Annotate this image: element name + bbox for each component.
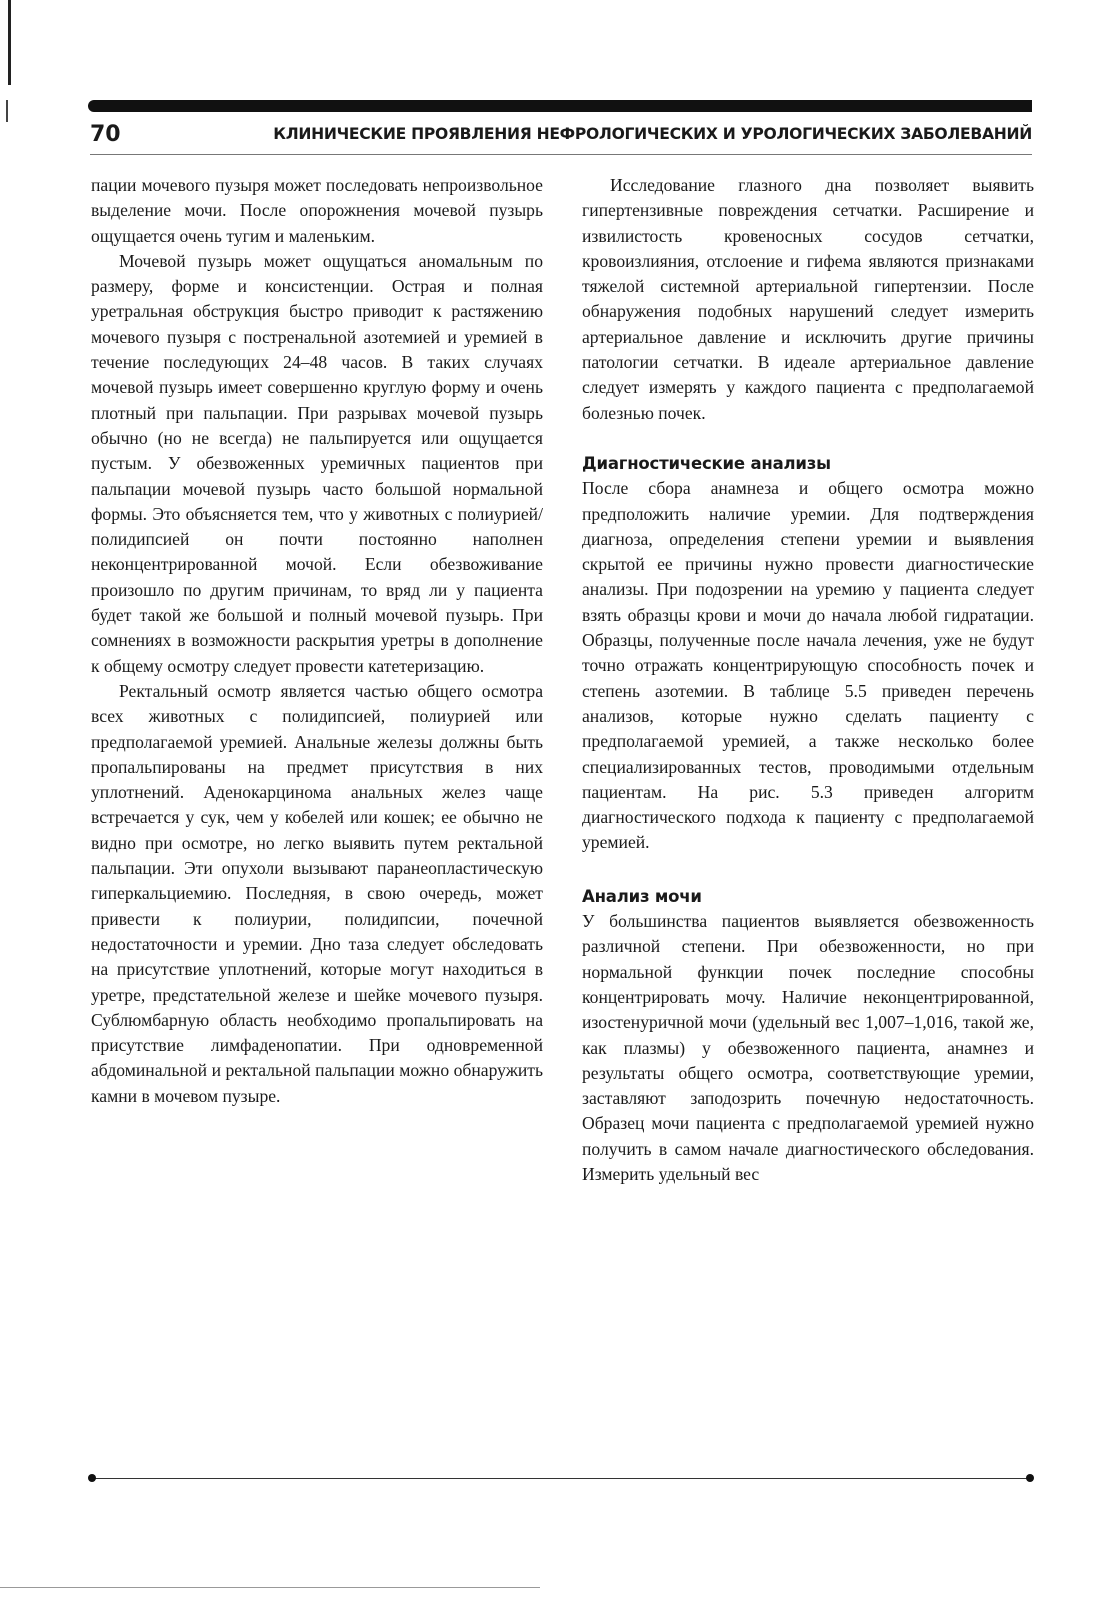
running-header: [90, 118, 1032, 150]
section-heading-diagnostics: Диагностические анализы: [582, 453, 831, 473]
footer-rule: [90, 1478, 1030, 1479]
paragraph: Ректальный осмотр является частью общего осмотра всех животных с полидипсией, полиурией или предполагаемой уремией. Анальные железы должны быть пропальпированы на предмет присутствия в них уплотнений. Аденокарцинома анальных желез чаще встречается у сук, чем у кобелей или кошек; ее обычно не видно при осмотре, но легко выявить путем ректальной пальпации. Эти опухоли вызывают паранеопластическую гиперкальциемию. Последняя, в свою очередь, может привести к полиурии, полидипсии, почечной недостаточности и уремии. Дно таза следует обследовать на присутствие уплотнений, которые могут находиться в уретре, предстательной железе и шейке мочевого пузыря. Сублюмбарную область необходимо пропальпировать на присутствие лимфаденопатии. При одновременной абдоминальной и ректальной пальпации можно обнаружить камни в мочевом пузыре.: [91, 680, 543, 1106]
right-column: [582, 173, 1034, 1187]
scan-edge-mark: [6, 100, 8, 122]
footer-rule-dot: [1026, 1474, 1034, 1482]
left-column: [91, 173, 543, 1109]
scan-edge-line: [0, 1587, 540, 1588]
header-top-rule: [88, 100, 1032, 112]
section-heading-urinalysis: Анализ мочи: [582, 886, 702, 906]
page-number: 70: [90, 121, 121, 147]
footer-rule-dot: [88, 1474, 96, 1482]
paragraph: У большинства пациентов выявляется обезвоженность различной степени. При обезвоженности, но при нормальной функции почек последние способны концентрировать мочу. Наличие неконцентрированной, изостенуричной мочи (удельный вес 1,007–1,016, такой же, как плазмы) у обезвоженного пациента, анамнез и результаты общего осмотра, соответствующие уремии, заставляют заподозрить почечную недостаточность. Образец мочи пациента с предполагаемой уремией нужно получить в самом начале диагностического обследования. Измерить удельный вес: [582, 911, 1034, 1184]
paragraph: Мочевой пузырь может ощущаться аномальным по размеру, форме и консистенции. Острая и полная уретральная обструкция быстро приводит к растяжению мочевого пузыря с постренальной азотемией и уремией в течение последующих 24–48 часов. В таких случаях мочевой пузырь имеет совершенно круглую форму и очень плотный при пальпации. При разрывах мочевой пузырь обычно (но не всегда) не пальпируется или ощущается пустым. У обезвоженных уремичных пациентов при пальпации мочевой пузырь часто большой нормальной формы. Это объясняется тем, что у животных с полиурией/полидипсией он почти постоянно наполнен неконцентрированной мочой. Если обезвоживание произошло по другим причинам, то вряд ли у пациента будет такой же большой и полный мочевой пузырь. При сомнениях в возможности раскрытия уретры в дополнение к общему осмотру следует провести катетеризацию.: [91, 250, 543, 676]
paragraph: После сбора анамнеза и общего осмотра можно предположить наличие уремии. Для подтверждения диагноза, определения степени уремии и выявления скрытой ее причины нужно провести диагностические анализы. При подозрении на уремию у пациента следует взять образцы крови и мочи до начала любой гидратации. Образцы, полученные после начала лечения, уже не будут точно отражать концентрирующую способность почек и степень азотемии. В таблице 5.5 приведен перечень анализов, которые нужно сделать пациенту с предполагаемой уремией, а также несколько более специализированных тестов, проводимыми отдельным пациентам. На рис. 5.3 приведен алгоритм диагностического подхода к пациенту с предполагаемой уремией.: [582, 478, 1034, 853]
header-divider: [90, 154, 1032, 155]
paragraph: пации мочевого пузыря может последовать непроизвольное выделение мочи. После опорожнения мочевой пузырь ощущается очень тугим и маленьким.: [91, 175, 543, 246]
scan-edge-mark: [8, 0, 11, 85]
chapter-title: КЛИНИЧЕСКИЕ ПРОЯВЛЕНИЯ НЕФРОЛОГИЧЕСКИХ И УРОЛОГИЧЕСКИХ ЗАБОЛЕВАНИЙ: [273, 125, 1032, 143]
paragraph: Исследование глазного дна позволяет выявить гипертензивные повреждения сетчатки. Расширение и извилистость кровеносных сосудов сетчатки, кровоизлияния, отслоение и гифема являются признаками тяжелой системной артериальной гипертензии. После обнаружения подобных нарушений следует измерить артериальное давление и исключить другие причины патологии сетчатки. В идеале артериальное давление следует измерять у каждого пациента с предполагаемой болезнью почек.: [582, 175, 1034, 423]
